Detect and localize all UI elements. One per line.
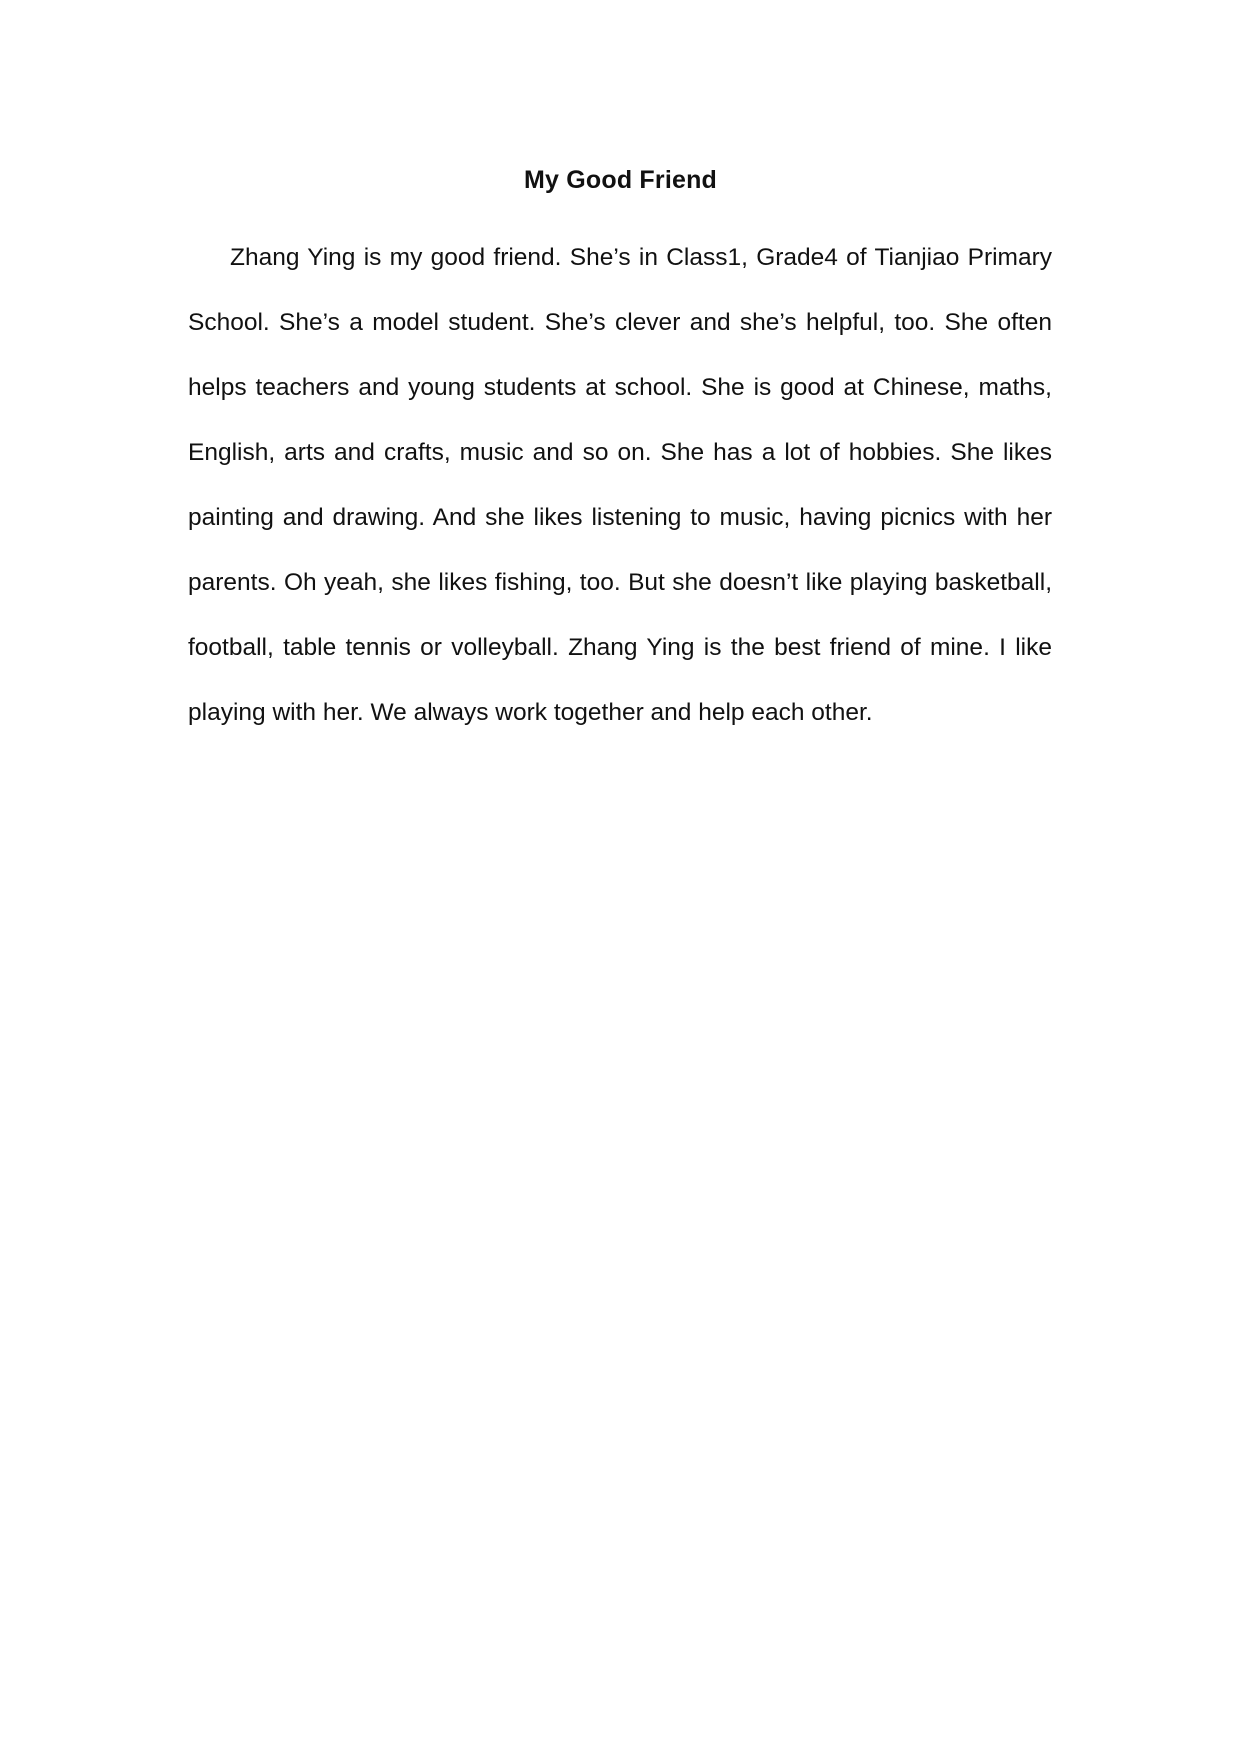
document-title: My Good Friend bbox=[523, 166, 718, 194]
document-body-paragraph: Zhang Ying is my good friend. She’s in Class1, Grade4 of Tianjiao Primary School. She’s a model student. She’s clever and she’s helpful, too. She often helps teachers and young students at school. She is good at Chinese, maths, English, arts and crafts, music and so on. She has a lot of hobbies. She likes painting and drawing. And she likes listening to music, having picnics with her parents. Oh yeah, she likes fishing, too. But she doesn’t like playing basketball, football, table tennis or volleyball. Zhang Ying is the best friend of mine. I like playing with her. We always work together and help each other. bbox=[188, 244, 1052, 726]
